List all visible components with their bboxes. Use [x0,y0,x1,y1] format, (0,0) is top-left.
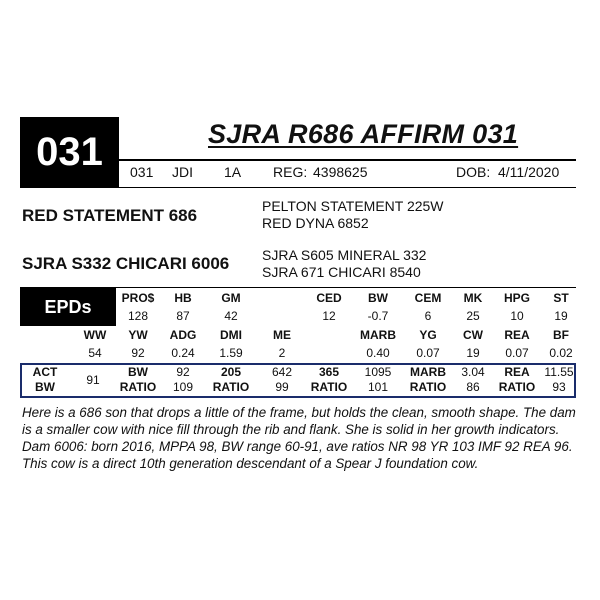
epd-value-st: 19 [554,309,568,323]
epd-value-bf: 0.02 [549,346,573,360]
act-label-top: ACT [32,365,58,379]
epd-value-bw: -0.7 [367,309,389,323]
info-divider [20,187,576,188]
wean-actual-value: 642 [271,365,293,379]
marb-actual-value: 3.04 [461,365,485,379]
description-text: Here is a 686 son that drops a little of the frame, but holds the clean, smooth shape. The dam is a smaller cow with nice fill through the rib and flank. She is solid in her growth indicators. Dam 6006: born 2016, MPPA 98, BW range 60-91, ave ratios NR 98 YR 103 IMF 92 REA 96. This cow is a direct 10th generation descendant of a Spear J foundation cow. [22,405,576,471]
rea-ratio-label-top: REA [504,365,530,379]
epd-value-hb: 87 [176,309,190,323]
epd-header-marb: MARB [360,328,396,342]
reg-label: REG: [273,164,308,180]
wean-ratio-label-top: 205 [220,365,242,379]
epds-label: EPDs [44,296,92,317]
year-ratio-label-bottom: RATIO [310,380,348,394]
epd-value-rea: 0.07 [505,346,529,360]
epd-header-rea: REA [504,328,530,342]
dam-dam: SJRA 671 CHICARI 8540 [262,264,421,280]
bw-actual-value: 92 [176,365,190,379]
sire-dam: RED DYNA 6852 [262,215,369,231]
title-divider [119,159,576,161]
info-brand: JDI [172,164,193,180]
epd-value-ww: 54 [88,346,102,360]
epd-header-pro: PRO$ [121,291,155,305]
epd-header-ced: CED [316,291,342,305]
marb-ratio-label-top: MARB [410,365,446,379]
rea-ratio-label-bottom: RATIO [498,380,536,394]
lot-number-box [20,117,119,187]
epd-header-st: ST [553,291,569,305]
info-code: 1A [224,164,242,180]
epd-value-marb: 0.40 [366,346,390,360]
epd-header-adg: ADG [169,328,197,342]
info-tag: 031 [130,164,154,180]
marb-ratio-label-bottom: RATIO [409,380,447,394]
epd-header-cem: CEM [414,291,442,305]
bw-ratio-label-top: BW [128,365,148,379]
epd-header-ww: WW [83,328,107,342]
epd-value-cw: 19 [466,346,480,360]
epd-value-hpg: 10 [510,309,524,323]
epds-label-box [20,288,116,326]
act-bw-value: 91 [86,373,100,387]
epd-header-hb: HB [174,291,192,305]
animal-name: SJRA R686 AFFIRM 031 [208,119,519,149]
dob-label: DOB: [456,164,491,180]
epd-header-dmi: DMI [220,328,242,342]
epd-header-yw: YW [128,328,148,342]
epd-header-bw: BW [368,291,388,305]
bw-ratio-label-bottom: RATIO [119,380,157,394]
epd-header-hpg: HPG [503,291,530,305]
year-ratio-value: 101 [367,380,389,394]
epd-header-bf: BF [553,328,569,342]
sire-sire: PELTON STATEMENT 225W [262,198,444,214]
epd-value-dmi: 1.59 [219,346,243,360]
epd-value-pro: 128 [127,309,149,323]
rea-ratio-value: 93 [552,380,566,394]
epd-header-mk: MK [463,291,483,305]
lot-number: 031 [36,129,103,174]
marb-ratio-value: 86 [466,380,480,394]
year-ratio-label-top: 365 [318,365,340,379]
epd-value-gm: 42 [224,309,238,323]
reg-number: 4398625 [313,164,368,180]
bw-ratio-value: 109 [172,380,194,394]
epd-value-yg: 0.07 [416,346,440,360]
epd-value-ced: 12 [322,309,336,323]
epd-header-gm: GM [221,291,241,305]
epd-value-mk: 25 [466,309,480,323]
epd-value-adg: 0.24 [171,346,195,360]
dob-value: 4/11/2020 [498,164,560,180]
act-label-bottom: BW [35,380,55,394]
dam-sire: SJRA S605 MINERAL 332 [262,247,427,263]
epd-value-cem: 6 [424,309,432,323]
epd-header-yg: YG [419,328,437,342]
sire-name: RED STATEMENT 686 [22,206,198,225]
year-actual-value: 1095 [364,365,392,379]
epd-value-yw: 92 [131,346,145,360]
epd-header-cw: CW [463,328,483,342]
dam-name: SJRA S332 CHICARI 6006 [22,254,230,273]
wean-ratio-label-bottom: RATIO [212,380,250,394]
wean-ratio-value: 99 [275,380,289,394]
rea-actual-value: 11.55 [544,365,574,379]
epd-value-me: 2 [278,346,286,360]
epd-header-me: ME [273,328,291,342]
